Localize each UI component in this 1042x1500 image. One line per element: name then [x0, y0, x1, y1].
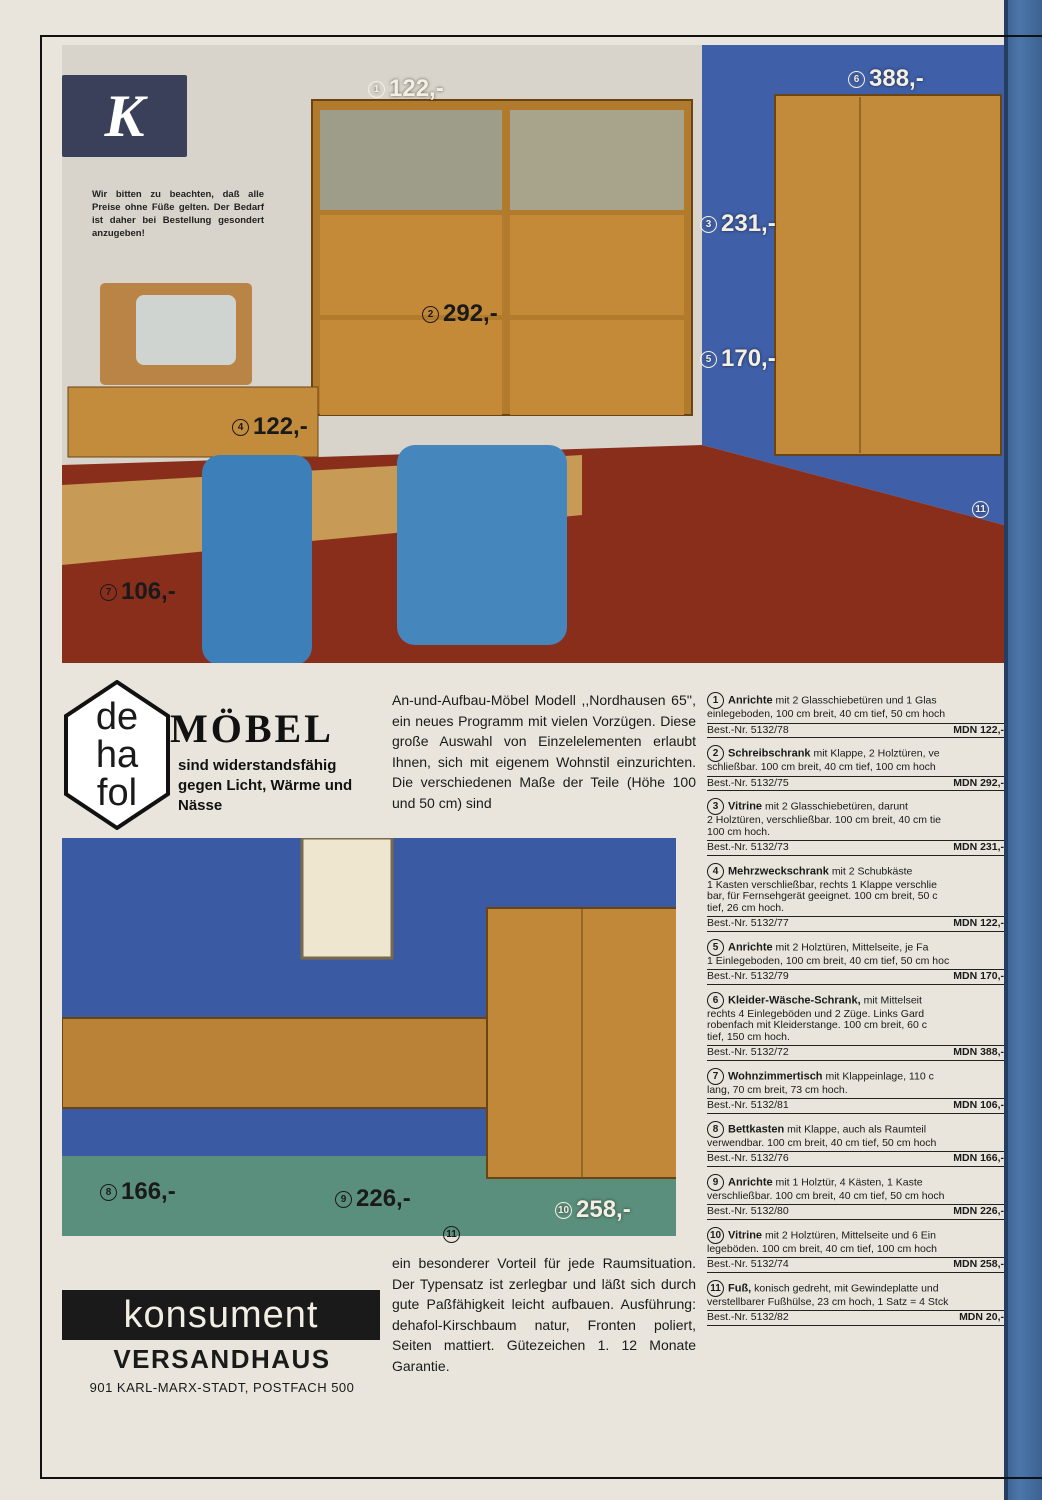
price-label-3	[700, 210, 776, 238]
living-room-photo	[62, 45, 1004, 663]
price-value: 226,-	[356, 1185, 411, 1212]
product-desc: mit 1 Holztür, 4 Kästen, 1 Kaste	[775, 1175, 923, 1188]
item-number: 7	[707, 1068, 724, 1085]
item-number: 6	[848, 71, 865, 88]
product-desc-line: legeböden. 100 cm breit, 40 cm tief, 100 cm hoch	[707, 1242, 937, 1255]
moebel-headline: MÖBEL	[170, 706, 334, 751]
price-value: 170,-	[721, 345, 776, 372]
order-row	[707, 1257, 1004, 1273]
order-row	[707, 723, 1004, 739]
price-value: 106,-	[121, 578, 176, 605]
item-number: 4	[707, 863, 724, 880]
product-desc-line: rechts 4 Einlegeböden und 2 Züge. Links Gard	[707, 1007, 925, 1020]
product-name: Kleider-Wäsche-Schrank,	[728, 993, 861, 1006]
item-number: 9	[335, 1191, 352, 1208]
product-desc: mit 2 Glasschiebetüren und 1 Glas	[775, 694, 937, 707]
product-name: Vitrine	[728, 1228, 763, 1241]
product-item	[707, 863, 1004, 932]
product-desc-line: 1 Kasten verschließbar, rechts 1 Klappe verschlie	[707, 878, 937, 891]
item-number: 6	[707, 992, 724, 1009]
price-label-2	[422, 300, 498, 328]
product-desc-line: 100 cm hoch.	[707, 825, 771, 838]
price-value: 231,-	[721, 210, 776, 237]
product-desc-line: schließbar. 100 cm breit, 40 cm tief, 100 cm hoch	[707, 761, 936, 773]
order-number: Best.-Nr. 5132/74	[707, 1258, 789, 1270]
order-number: Best.-Nr. 5132/78	[707, 723, 789, 736]
item-number: 5	[700, 351, 717, 368]
product-name: Bettkasten	[728, 1122, 785, 1135]
order-price: MDN 258,-	[953, 1258, 1004, 1270]
product-desc: mit 2 Schubkäste	[831, 864, 913, 877]
intro-text-continued: ein besonderer Vorteil für jede Raumsituation. Der Typensatz ist zerlegbar und läßt sich durch gute Paßfähigkeit leicht aufbauen. Ausführung: dehafol-Kirschbaum natur, Fronten poliert, Seiten mattiert. Gütezeichen 1. 12 Monate Garantie.	[392, 1255, 696, 1374]
product-item	[707, 992, 1004, 1061]
item-number: 3	[700, 216, 717, 233]
sideboard-photo	[62, 838, 676, 1236]
order-price: MDN 170,-	[953, 970, 1004, 982]
item-number: 9	[707, 1174, 724, 1191]
order-price: MDN 226,-	[953, 1205, 1004, 1217]
product-desc: mit Mittelseit	[863, 993, 922, 1006]
dehafol-logo-text: de ha fol	[95, 696, 139, 814]
price-value: 166,-	[121, 1178, 176, 1205]
order-row	[707, 969, 1004, 985]
item-number: 4	[232, 419, 249, 436]
item-number: 8	[707, 1121, 724, 1138]
living-room-illustration	[62, 45, 1004, 663]
konsument-logo	[62, 1290, 380, 1340]
price-value: 292,-	[443, 300, 498, 327]
product-name: Mehrzweckschrank	[728, 864, 829, 877]
product-name: Vitrine	[728, 800, 763, 813]
order-number: Best.-Nr. 5132/82	[707, 1311, 789, 1323]
order-price: MDN 122,-	[953, 723, 1004, 736]
price-label-5	[700, 345, 776, 373]
product-item	[707, 1280, 1004, 1326]
price-label-9	[335, 1185, 411, 1213]
item-number: 1	[368, 81, 385, 98]
product-name: Anrichte	[728, 940, 773, 953]
item-number: 2	[422, 306, 439, 323]
order-number: Best.-Nr. 5132/77	[707, 917, 789, 929]
product-name: Wohnzimmertisch	[728, 1069, 823, 1082]
price-label-8	[100, 1178, 176, 1206]
product-desc: mit 2 Holztüren, Mittelseite und 6 Ein	[764, 1228, 936, 1241]
order-row	[707, 1098, 1004, 1114]
product-desc-line: einlegeboden, 100 cm breit, 40 cm tief, 50 cm hoch	[707, 708, 946, 720]
price-label-7	[100, 578, 176, 606]
order-number: Best.-Nr. 5132/72	[707, 1046, 789, 1058]
item-number: 8	[100, 1184, 117, 1201]
product-item	[707, 1174, 1004, 1220]
item-number: 5	[707, 939, 724, 956]
order-number: Best.-Nr. 5132/81	[707, 1099, 789, 1111]
price-label-10	[555, 1196, 631, 1224]
product-desc-line: tief, 150 cm hoch.	[707, 1030, 790, 1043]
product-desc-line: robenfach mit Kleiderstange. 100 cm breit, 60 c	[707, 1019, 928, 1031]
order-row	[707, 1310, 1004, 1326]
konsum-k-logo	[62, 75, 187, 157]
price-notice: Wir bitten zu beachten, daß alle Preise ohne Füße gelten. Der Bedarf ist daher bei Bestellung gesondert anzugeben!	[92, 189, 264, 239]
item-number: 10	[707, 1227, 724, 1244]
product-item	[707, 939, 1004, 985]
item-number: 7	[100, 584, 117, 601]
logo-letter: K	[104, 83, 145, 149]
item-number: 10	[555, 1202, 572, 1219]
price-value: 388,-	[869, 65, 924, 92]
price-label-4	[232, 413, 308, 441]
product-item	[707, 1121, 1004, 1167]
order-row	[707, 916, 1004, 932]
product-desc-line: 1 Einlegeboden, 100 cm breit, 40 cm tief, 50 cm hoc	[707, 954, 950, 967]
product-desc-line: verstellbarer Fußhülse, 23 cm hoch, 1 Satz = 4 Stck	[707, 1295, 949, 1308]
price-value: 258,-	[576, 1196, 631, 1223]
product-item	[707, 1227, 1004, 1273]
product-desc: mit Klappe, auch als Raumteil	[787, 1122, 927, 1135]
product-item	[707, 692, 1004, 738]
product-desc: mit 2 Glasschiebetüren, darunt	[764, 800, 908, 813]
product-name: Anrichte	[728, 1175, 773, 1188]
product-item	[707, 798, 1004, 856]
item-number: 11	[972, 501, 989, 518]
company-address: 901 KARL-MARX-STADT, POSTFACH 500	[89, 1380, 355, 1395]
product-desc-line: verschließbar. 100 cm breit, 40 cm tief, 50 cm hoch	[707, 1189, 945, 1202]
foot-marker-11b	[443, 1220, 464, 1248]
item-number: 1	[707, 692, 724, 709]
product-name: Fuß,	[728, 1281, 752, 1294]
order-price: MDN 106,-	[953, 1099, 1004, 1111]
price-value: 122,-	[253, 413, 308, 440]
order-price: MDN 388,-	[953, 1046, 1004, 1058]
product-desc: mit 2 Holztüren, Mittelseite, je Fa	[775, 940, 929, 953]
moebel-subline: sind widerstandsfähig gegen Licht, Wärme und Nässe	[178, 757, 353, 814]
order-price: MDN 20,-	[959, 1311, 1004, 1323]
product-desc-line: tief, 26 cm hoch.	[707, 901, 785, 914]
sideboard-illustration	[62, 838, 676, 1236]
order-number: Best.-Nr. 5132/75	[707, 776, 789, 789]
product-desc-line: 2 Holztüren, verschließbar. 100 cm breit, 40 cm tie	[707, 814, 942, 826]
order-row	[707, 840, 1004, 856]
product-desc: konisch gedreht, mit Gewindeplatte und	[754, 1281, 939, 1294]
product-desc: mit Klappe, 2 Holztüren, ve	[813, 747, 940, 760]
intro-text: An-und-Aufbau-Möbel Modell ,,Nordhausen 65'', ein neues Programm mit vielen Vorzügen. Diese große Auswahl von Einzelelementen erlaubt Ihnen, sich mit eigenem Wohnstil einzurichten. Die verschiedenen Maße der Teile (Höhe 100 und 50 cm) sind	[392, 692, 696, 811]
order-row	[707, 1204, 1004, 1220]
konsument-logo-text: konsument	[123, 1294, 319, 1336]
product-desc-line: bar, für Fernsehgerät geeignet. 100 cm breit, 50 c	[707, 890, 938, 902]
price-label-6	[848, 65, 924, 93]
order-price: MDN 166,-	[953, 1152, 1004, 1164]
item-number: 11	[443, 1226, 460, 1243]
order-price: MDN 122,-	[953, 917, 1004, 929]
order-price: MDN 292,-	[953, 776, 1004, 789]
order-row	[707, 1045, 1004, 1061]
product-desc-line: verwendbar. 100 cm breit, 40 cm tief, 50 cm hoch	[707, 1136, 937, 1149]
product-desc-line: lang, 70 cm breit, 73 cm hoch.	[707, 1083, 848, 1096]
item-number: 11	[707, 1280, 724, 1297]
foot-marker-11	[972, 495, 993, 523]
versandhaus-name: VERSANDHAUS	[113, 1344, 331, 1374]
order-number: Best.-Nr. 5132/76	[707, 1152, 789, 1164]
order-number: Best.-Nr. 5132/73	[707, 841, 789, 853]
item-number: 3	[707, 798, 724, 815]
product-name: Anrichte	[728, 694, 773, 707]
product-name: Schreibschrank	[728, 747, 811, 760]
product-item	[707, 745, 1004, 791]
order-row	[707, 1151, 1004, 1167]
product-list	[707, 692, 1004, 1333]
order-number: Best.-Nr. 5132/79	[707, 970, 789, 982]
product-desc: mit Klappeinlage, 110 c	[825, 1069, 934, 1082]
price-value: 122,-	[389, 75, 444, 102]
item-number: 2	[707, 745, 724, 762]
order-number: Best.-Nr. 5132/80	[707, 1205, 789, 1217]
price-label-1	[368, 75, 444, 103]
order-row	[707, 776, 1004, 792]
product-item	[707, 1068, 1004, 1114]
order-price: MDN 231,-	[953, 841, 1004, 853]
